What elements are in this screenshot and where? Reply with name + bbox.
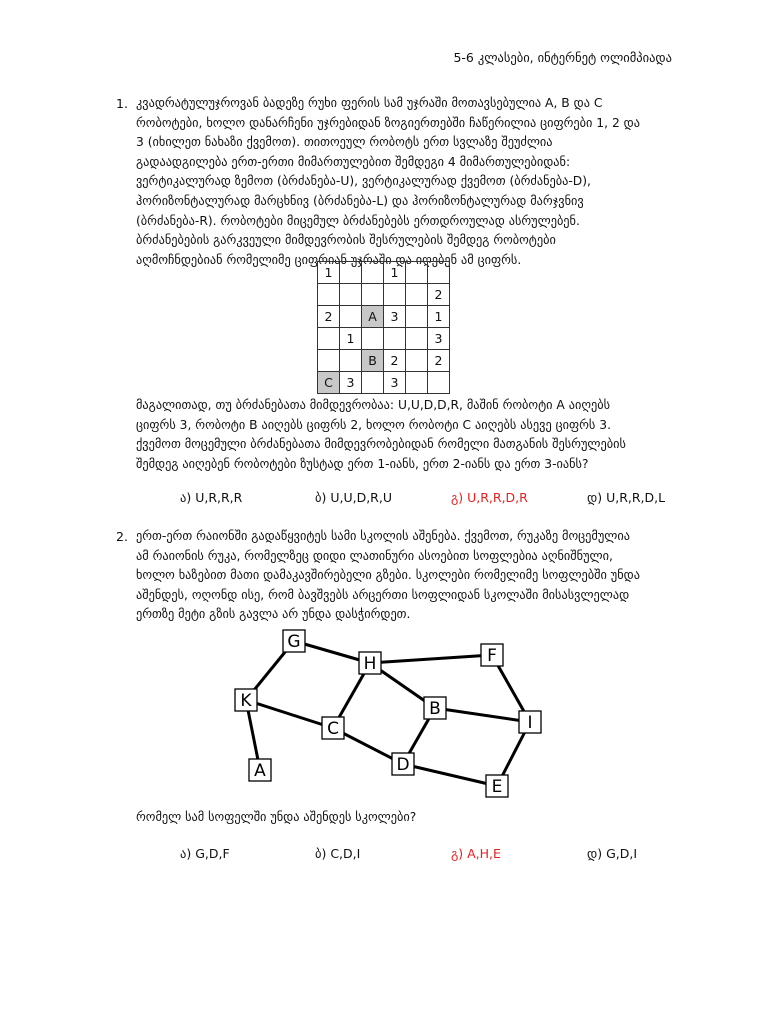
village-label: B <box>429 699 441 719</box>
q1-option-d[interactable]: დ) U,R,R,D,L <box>587 490 666 505</box>
village-node-h <box>359 652 381 674</box>
grid-row <box>318 306 450 328</box>
village-node-c <box>322 717 344 739</box>
q1-line: რობოტები, ხოლო დანარჩენი უჯრებიდან ზოგიერთებში ჩაწერილია ციფრები 1, 2 და <box>136 115 640 130</box>
grid-cell <box>318 350 340 372</box>
road-d-e <box>403 764 497 786</box>
road-k-c <box>246 700 333 728</box>
grid-row <box>318 328 450 350</box>
grid-cell <box>362 284 384 306</box>
village-node-a <box>249 759 271 781</box>
q1-option-c-correct[interactable]: გ) U,R,R,D,R <box>451 490 528 505</box>
village-label: G <box>287 632 301 652</box>
q2-option-b[interactable]: ბ) C,D,I <box>315 846 361 861</box>
q1-option-b[interactable]: ბ) U,U,D,R,U <box>315 490 392 505</box>
village-node-i <box>519 711 541 733</box>
village-node-b <box>424 697 446 719</box>
grid-cell <box>406 262 428 284</box>
grid-cell: 2 <box>384 350 406 372</box>
grid-cell <box>406 372 428 394</box>
village-label: A <box>254 761 266 781</box>
grid-cell: 2 <box>318 306 340 328</box>
q1-example-line: ციფრს 3, რობოტი B აიღებს ციფრს 2, ხოლო რობოტი C აიღებს ასევე ციფრს 3. <box>136 417 612 432</box>
grid-cell <box>340 284 362 306</box>
grid-cell: 1 <box>428 306 450 328</box>
q2-line: ერთ-ერთ რაიონში გადაწყვიტეს სამი სკოლის აშენება. ქვემოთ, რუკაზე მოცემულია <box>136 529 630 543</box>
village-label: F <box>487 646 497 666</box>
q1-line: (ბრძანება-R). რობოტები მიცემულ ბრძანებებს ერთდროულად ასრულებენ. <box>136 213 580 228</box>
q2-option-c-correct[interactable]: გ) A,H,E <box>451 846 501 861</box>
village-node-d <box>392 753 414 775</box>
q2-option-a[interactable]: ა) G,D,F <box>180 846 230 861</box>
grid-cell <box>406 350 428 372</box>
village-label: I <box>527 713 533 733</box>
grid-cell <box>428 372 450 394</box>
grid-row <box>318 284 450 306</box>
road-h-f <box>370 655 492 663</box>
robot-cell-c: C <box>318 372 340 394</box>
grid-row <box>318 350 450 372</box>
grid-cell <box>340 262 362 284</box>
village-label: K <box>240 691 252 711</box>
village-label: H <box>363 654 377 674</box>
grid-cell <box>406 284 428 306</box>
road-b-i <box>435 708 530 722</box>
grid-cell: 2 <box>428 350 450 372</box>
robot-cell-a: A <box>362 306 384 328</box>
q1-line: 3 (იხილეთ ნახაზი ქვემოთ). თითოეულ რობოტს ერთ სვლაზე შეუძლია <box>136 135 553 150</box>
grid-cell: 3 <box>384 372 406 394</box>
q2-option-d[interactable]: დ) G,D,I <box>587 846 638 861</box>
grid-cell <box>318 284 340 306</box>
grid-cell <box>406 306 428 328</box>
q1-line: კვადრატულუჯროვან ბადეზე რუხი ფერის სამ უჯრაში მოთავსებულია A, B და C <box>136 96 603 110</box>
grid-row <box>318 262 450 284</box>
village-node-e <box>486 775 508 797</box>
question-1-example-text <box>136 396 678 474</box>
robot-grid <box>317 261 450 394</box>
grid-cell <box>406 328 428 350</box>
q1-line: გადაადგილება ერთ-ერთი მიმართულებით შემდეგი 4 მიმართულებიდან: <box>136 154 571 169</box>
village-label: C <box>327 719 339 739</box>
question-2-text <box>136 527 678 625</box>
q2-line: აშენდეს, ოღონდ ისე, რომ ბავშვებს არცერთი სოფლიდან სკოლაში მისასვლელად <box>136 587 630 602</box>
grid-cell <box>362 328 384 350</box>
q1-example-line: მაგალითად, თუ ბრძანებათა მიმდევრობაა: U,U,D,D,R, მაშინ რობოტი A აიღებს <box>136 398 611 412</box>
grid-cell <box>384 328 406 350</box>
q1-line: ჰორიზონტალურად მარცხნივ (ბრძანება-L) და ჰორიზონტალურად მარჯვნივ <box>136 193 584 208</box>
grid-cell: 3 <box>384 306 406 328</box>
grid-cell <box>384 284 406 306</box>
village-node-k <box>235 689 257 711</box>
grid-cell: 3 <box>428 328 450 350</box>
grid-cell <box>318 328 340 350</box>
q2-line: ხოლო ხაზებით მათი დამაკავშირებელი გზები. სკოლები რომელიმე სოფლებში უნდა <box>136 568 640 583</box>
grid-cell <box>362 372 384 394</box>
grid-row <box>318 372 450 394</box>
page-header: 5-6 კლასები, ინტერნეტ ოლიმპიადა <box>453 50 672 65</box>
grid-cell <box>340 306 362 328</box>
robot-cell-b: B <box>362 350 384 372</box>
question-2-question: რომელ სამ სოფელში უნდა აშენდეს სკოლები? <box>136 810 417 824</box>
q2-line: ერთზე მეტი გზის გავლა არ უნდა დასჭირდეთ. <box>136 607 411 622</box>
grid-cell <box>340 350 362 372</box>
grid-cell: 1 <box>384 262 406 284</box>
q1-option-a[interactable]: ა) U,R,R,R <box>180 490 243 505</box>
q2-line: ამ რაიონის რუკა, რომელზეც დიდი ლათინური ასოებით სოფლებია აღნიშნული, <box>136 548 613 563</box>
q1-example-line: ქვემოთ მოცემული ბრძანებათა მიმდევრობებიდან რომელი მათგანის შესრულების <box>136 437 626 452</box>
question-1-number: 1. <box>116 96 128 111</box>
q1-example-line: შემდეგ აიღებენ რობოტები ზუსტად ერთ 1-იანს, ერთ 2-იანს და ერთ 3-იანს? <box>136 456 589 471</box>
question-1-text <box>136 94 678 270</box>
q1-line: აღმოჩნდებიან რომელიმე ციფრიან უჯრაში და იღებენ ამ ციფრს. <box>136 252 522 267</box>
grid-cell: 1 <box>340 328 362 350</box>
village-node-f <box>481 644 503 666</box>
village-label: E <box>491 777 503 797</box>
grid-cell: 3 <box>340 372 362 394</box>
village-node-g <box>283 630 305 652</box>
q1-line: ბრძანებების გარკვეული მიმდევრობის შესრულების შემდეგ რობოტები <box>136 233 556 248</box>
village-label: D <box>396 755 410 775</box>
village-road-map <box>220 625 550 805</box>
q1-line: ვერტიკალურად ზემოთ (ბრძანება-U), ვერტიკალურად ქვემოთ (ბრძანება-D), <box>136 174 591 189</box>
grid-cell <box>428 262 450 284</box>
grid-cell: 2 <box>428 284 450 306</box>
question-2-number: 2. <box>116 529 128 544</box>
grid-cell: 1 <box>318 262 340 284</box>
grid-cell <box>362 262 384 284</box>
